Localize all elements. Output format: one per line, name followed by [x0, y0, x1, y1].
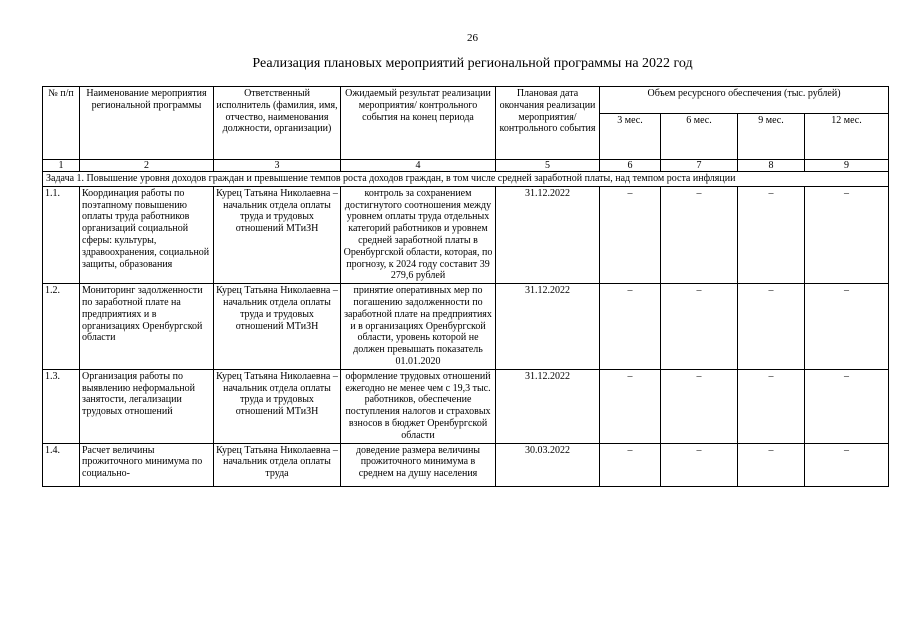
column-number: 8 [738, 160, 805, 172]
row-9-months: – [738, 443, 805, 486]
row-num: 1.3. [43, 369, 80, 443]
row-9-months: – [738, 369, 805, 443]
row-result: оформление трудовых отношений ежегодно не менее чем с 19,3 тыс. работников, обеспечение поступления налогов и страховых взносов в бюджет Оренбургской области [341, 369, 496, 443]
column-numbers-row [43, 160, 889, 172]
table-row [43, 186, 889, 283]
row-num: 1.1. [43, 186, 80, 283]
row-result: доведение размера величины прожиточного минимума в среднем на душу населения [341, 443, 496, 486]
row-date: 31.12.2022 [496, 284, 600, 370]
document-title: Реализация плановых мероприятий региональной программы на 2022 год [252, 56, 693, 71]
row-responsible: Курец Татьяна Николаевна – начальник отдела оплаты труда и трудовых отношений МТиЗН [214, 369, 341, 443]
task-title: Задача 1. Повышение уровня доходов граждан и превышение темпов роста доходов граждан, в том числе средней заработной платы, над темпом роста инфляции [43, 172, 889, 187]
row-name: Мониторинг задолженности по заработной плате на предприятиях и в организациях Оренбургской области [80, 284, 214, 370]
row-result: принятие оперативных мер по погашению задолженности по заработной плате на предприятиях и в организациях Оренбургской области, уровень которой не должен превышать показатель 01.01.2020 [341, 284, 496, 370]
table-row [43, 443, 889, 486]
row-12-months: – [805, 284, 889, 370]
column-number: 9 [805, 160, 889, 172]
column-number: 7 [661, 160, 738, 172]
header-name: Наименование мероприятия региональной программы [80, 87, 214, 160]
column-number: 4 [341, 160, 496, 172]
header-12-months: 12 мес. [805, 114, 889, 160]
row-12-months: – [805, 186, 889, 283]
row-12-months: – [805, 369, 889, 443]
row-responsible: Курец Татьяна Николаевна – начальник отдела оплаты труда и трудовых отношений МТиЗН [214, 284, 341, 370]
header-resources: Объем ресурсного обеспечения (тыс. рублей) [600, 87, 889, 114]
row-name: Расчет величины прожиточного минимума по социально- [80, 443, 214, 486]
row-num: 1.4. [43, 443, 80, 486]
row-6-months: – [661, 186, 738, 283]
row-12-months: – [805, 443, 889, 486]
row-3-months: – [600, 284, 661, 370]
row-name: Координация работы по поэтапному повышению оплаты труда работников организаций социальной сферы: культуры, здравоохранения, социальной защиты, образования [80, 186, 214, 283]
row-9-months: – [738, 186, 805, 283]
header-responsible: Ответственный исполнитель (фамилия, имя, отчество, наименования должности, организации) [214, 87, 341, 160]
header-9-months: 9 мес. [738, 114, 805, 160]
column-number: 5 [496, 160, 600, 172]
row-result: контроль за сохранением достигнутого соотношения между уровнем оплаты труда отдельных категорий работников и уровнем средней заработной платы в Оренбургской области, которая, по прогнозу, к 2024 году составит 39 279,6 рублей [341, 186, 496, 283]
table-row [43, 369, 889, 443]
header-row [43, 87, 889, 114]
header-3-months: 3 мес. [600, 114, 661, 160]
row-date: 31.12.2022 [496, 369, 600, 443]
row-6-months: – [661, 369, 738, 443]
row-responsible: Курец Татьяна Николаевна – начальник отдела оплаты труда и трудовых отношений МТиЗН [214, 186, 341, 283]
row-3-months: – [600, 369, 661, 443]
row-3-months: – [600, 443, 661, 486]
row-3-months: – [600, 186, 661, 283]
row-num: 1.2. [43, 284, 80, 370]
page-number: 26 [467, 32, 478, 44]
column-number: 3 [214, 160, 341, 172]
row-name: Организация работы по выявлению неформальной занятости, легализации трудовых отношений [80, 369, 214, 443]
row-date: 30.03.2022 [496, 443, 600, 486]
row-responsible: Курец Татьяна Николаевна – начальник отдела оплаты труда [214, 443, 341, 486]
row-6-months: – [661, 284, 738, 370]
program-table [42, 86, 889, 487]
row-6-months: – [661, 443, 738, 486]
column-number: 6 [600, 160, 661, 172]
column-number: 1 [43, 160, 80, 172]
header-date: Плановая дата окончания реализации мероприятия/контрольного события [496, 87, 600, 160]
column-number: 2 [80, 160, 214, 172]
task-row [43, 172, 889, 187]
header-6-months: 6 мес. [661, 114, 738, 160]
table-row [43, 284, 889, 370]
row-9-months: – [738, 284, 805, 370]
header-num: № п/п [43, 87, 80, 160]
row-date: 31.12.2022 [496, 186, 600, 283]
header-result: Ожидаемый результат реализации мероприятия/ контрольного события на конец периода [341, 87, 496, 160]
